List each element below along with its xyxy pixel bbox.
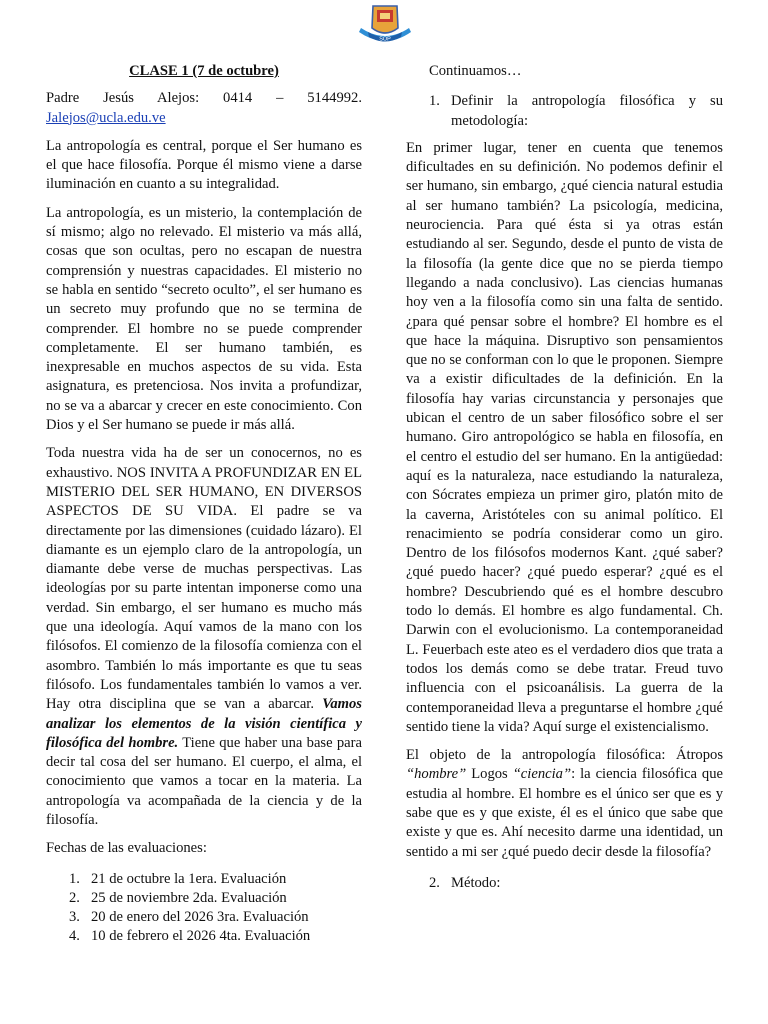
left-paragraph-3-part-b: Tiene que haber una base para decir tal cosa del ser humano. El cuerpo, el alma, el conocimiento que vamos a tocar en la materia. La antropología va acompañada de la ciencia y de la filosofía. (46, 734, 362, 828)
list-text: Definir la antropología filosófica y su metodología: (451, 93, 723, 129)
list-number: 4. (69, 928, 80, 945)
list-item (69, 927, 362, 946)
contact-line: Padre Jesús Alejos: 0414 – 5144992. (46, 90, 362, 107)
crest-icon (356, 2, 414, 48)
email-link[interactable]: Jalejos@ucla.edu.ve (46, 109, 166, 126)
evaluations-list (46, 870, 362, 947)
list-text: Método: (451, 874, 501, 891)
definition-list (406, 92, 723, 131)
italic-hombre: “hombre” (406, 766, 467, 783)
class-title: CLASE 1 (7 de octubre) (129, 63, 279, 79)
svg-text:SOP: SOP (379, 36, 391, 43)
right-paragraph-2 (406, 746, 723, 862)
italic-ciencia: “ciencia” (512, 766, 572, 783)
left-paragraph-1: La antropología es central, porque el Ser humano es el que hace filosofía. Porque él mismo viene a darse iluminación en cuanto a su integralidad. (46, 137, 362, 193)
emphasis-text: Vamos analizar los elementos de la visión científica y filosófica del hombre. (46, 696, 362, 751)
left-column (46, 62, 362, 947)
list-text: 10 de febrero el 2026 4ta. Evaluación (91, 928, 311, 945)
left-paragraph-3-part-a: Toda nuestra vida ha de ser un conocernos, no es exhaustivo. NOS INVITA A PROFUNDIZAR EN EL MISTERIO DEL SER HUMANO, EN DIVERSOS ASPECTOS DE SU VIDA. El padre se va directamente por las dimensiones (cuidado lázaro). El diamante es un ejemplo claro de la antropología, un diamante debe verse de muchas perspectivas. Las ideologías por su parte intentan imponerse como una verdad. Sin embargo, el ser humano es mucho más que una ideología. Aquí vamos de la mano con los filósofos. El comienzo de la filosofía comienza con el asombro. También lo más importante es que tu seas filósofo. Los fundamentales también lo vamos a ver. Hay otra disciplina que se van a abarcar. (46, 445, 362, 713)
right-column (406, 62, 723, 893)
right-paragraph-2-part-b: Logos (466, 766, 513, 783)
evaluations-heading: Fechas de las evaluaciones: (46, 840, 207, 857)
list-text: 20 de enero del 2026 3ra. Evaluación (91, 909, 309, 926)
right-paragraph-2-part-c: : la ciencia filosófica que estudia al hombre. El hombre es el único ser que es y sabe que es y que existe, él es el único que sabe que existe y que es. Ahí necesito darme una identidad, un sentido a mi ser ¿qué puedo decir desde la filosofía? (406, 766, 723, 860)
list-text: 25 de noviembre 2da. Evaluación (91, 889, 287, 906)
list-number: 3. (69, 909, 80, 926)
right-paragraph-1: En primer lugar, tener en cuenta que tenemos dificultades en su definición. No podemos definir el ser humano, sin embargo, ¿qué ciencia natural estudia al ser humano también? La psicología, medicina, neurociencia. Para qué ésta si ya otras están estudiando al ser. Segundo, desde el punto de vista de la filosofía (la gente dice que no se pierda tiempo llegando a nada conclusivo). Las ciencias humanas hoy ven a la filosofía como sin una falta de sentido. ¿para qué pensar sobre el hombre? El hombre es el que hace la máquina. Disruptivo son pensamientos que no se conforman con lo que le proponen. Siempre va a existir dificultades de la definición. En la filosofía hay varias circunstancia y personajes que ubican el centro de un saber filosófico sobre el ser humano. Giro antropológico se habla en filosofía, en el centro el estudio del ser humano. En la antigüedad: aquí es la naturaleza, nace estudiando la naturaleza, con Sócrates empieza un primer giro, platón mito de la caverna, Aristóteles con su animal político. El renacimiento se podría considerar como un giro. Dentro de los filósofos modernos Kant. ¿qué saber? ¿qué puedo hacer? ¿qué puedo esperar? ¿qué es el hombre? Descubriendo qué es el hombre descubro todo lo demás. El hombre es algo fundamental. Ch. Darwin con el evolucionismo. La contemporaneidad L. Feuerbach este ateo es el verdadero dios que trata a todos los demás como se debe tratar. Freud tuvo influencia con el psicoanálisis. La guerra de la contemporaneidad lleva a preguntarse el hombre ¿qué sentido tiene la vida? Aquí surge el existencialismo. (406, 139, 723, 735)
list-item (69, 889, 362, 908)
list-number: 1. (429, 93, 440, 110)
institution-logo (356, 2, 414, 48)
method-list (406, 874, 723, 893)
list-text: 21 de octubre la 1era. Evaluación (91, 870, 287, 887)
list-item (429, 92, 723, 131)
contact-paragraph (46, 89, 362, 128)
list-number: 2. (69, 889, 80, 906)
list-number: 1. (69, 870, 80, 887)
list-item (69, 870, 362, 889)
left-paragraph-2: La antropología, es un misterio, la contemplación de sí mismo; algo no relevado. El misterio va más allá, cosas que son ocultas, pero no escapan de nuestra comprensión y nuestras capacidades. El misterio no se habla en sentido “secreto oculto”, el ser humano es un secreto muy profundo que no se termina de comprender. El hombre no se puede comprender completamente. El ser humano también, es inexpresable en muchos aspectos de su vida. Esta asignatura, es pretenciosa. Nos invita a profundizar, no se va a abarcar y crecer en este conocimiento. Con Dios y el Ser humano se puede ir más allá. (46, 204, 362, 434)
left-paragraph-3 (46, 444, 362, 830)
list-item (69, 908, 362, 927)
right-paragraph-2-part-a: El objeto de la antropología filosófica: Átropos (406, 747, 723, 764)
list-number: 2. (429, 874, 440, 891)
continuamos-text: Continuamos… (429, 63, 522, 79)
list-item (429, 874, 723, 893)
